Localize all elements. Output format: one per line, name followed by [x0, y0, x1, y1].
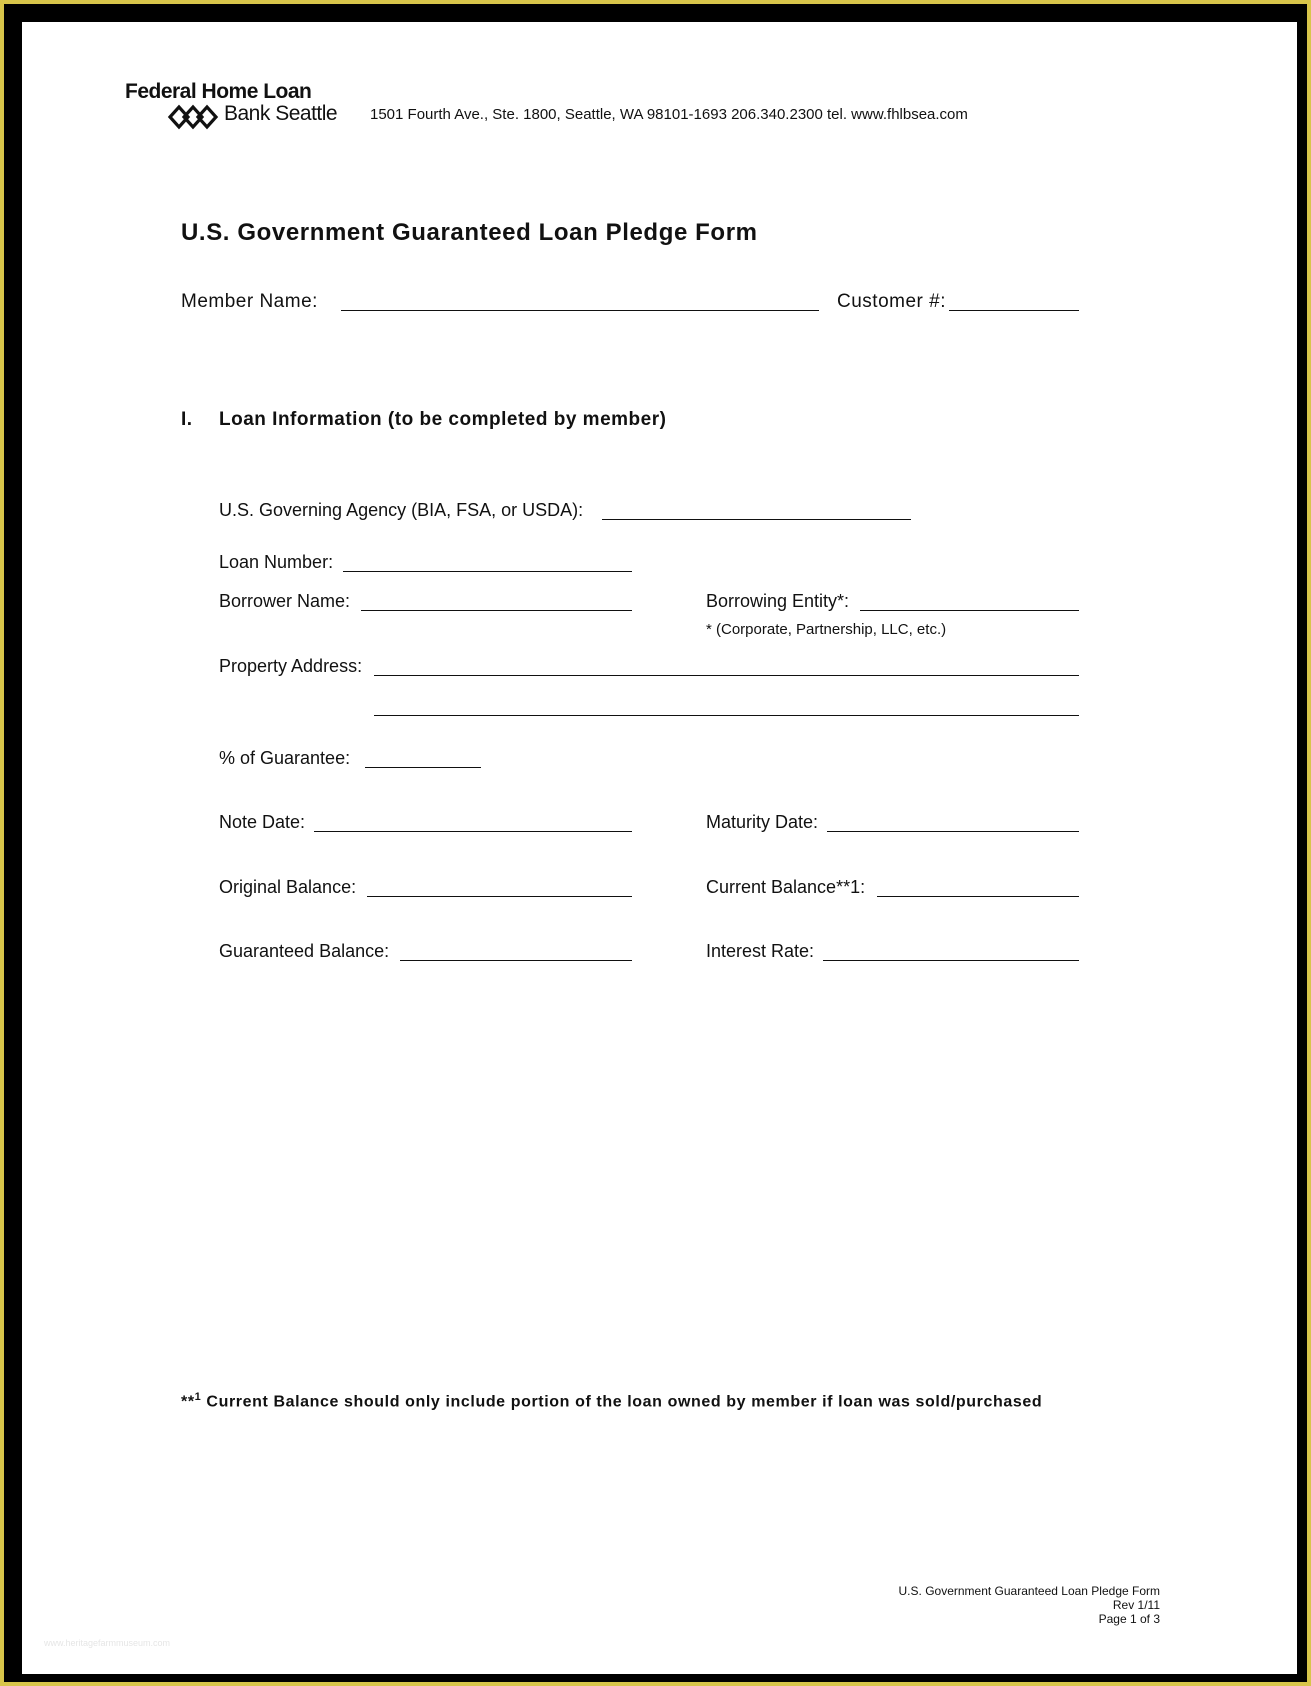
- borrower-name-field[interactable]: [361, 610, 632, 611]
- page-frame: [4, 4, 1307, 1682]
- original-balance-field[interactable]: [367, 896, 632, 897]
- form-title: U.S. Government Guaranteed Loan Pledge Form: [181, 219, 758, 246]
- footnote-text: Current Balance should only include portion of the loan owned by member if loan was sold/purchased: [201, 1393, 1043, 1411]
- property-address-field-line1[interactable]: [374, 675, 1079, 676]
- guarantee-label: % of Guarantee:: [219, 748, 351, 768]
- original-balance-label: Original Balance:: [219, 877, 357, 897]
- current-balance-field[interactable]: [877, 896, 1079, 897]
- footnote-marker: **: [181, 1393, 195, 1411]
- interest-rate-field[interactable]: [823, 960, 1079, 961]
- property-address-label: Property Address:: [219, 656, 363, 676]
- property-address-field-line2[interactable]: [374, 715, 1079, 716]
- current-balance-label: Current Balance**1:: [706, 877, 866, 897]
- loan-number-field[interactable]: [343, 571, 632, 572]
- header-address: 1501 Fourth Ave., Ste. 1800, Seattle, WA 98101-1693 206.340.2300 tel. www.fhlbsea.com: [370, 106, 968, 123]
- section-number: I.: [181, 409, 193, 430]
- member-name-field[interactable]: [341, 310, 819, 311]
- logo-emblem-icon: [167, 102, 219, 132]
- footnote-superscript: 1: [194, 1391, 202, 1403]
- logo-text-line2: Bank Seattle: [224, 102, 338, 125]
- customer-number-field[interactable]: [949, 310, 1079, 311]
- page-footer: [899, 1584, 1160, 1626]
- footer-form-name: U.S. Government Guaranteed Loan Pledge Form: [898, 1584, 1160, 1598]
- interest-rate-label: Interest Rate:: [706, 941, 815, 961]
- customer-number-label: Customer #:: [837, 291, 946, 312]
- guaranteed-balance-field[interactable]: [400, 960, 632, 961]
- entity-note: * (Corporate, Partnership, LLC, etc.): [706, 621, 947, 638]
- logo-text-line1: Federal Home Loan: [125, 80, 312, 103]
- watermark-text: www.heritagefarmmuseum.com: [44, 1638, 171, 1648]
- footer-revision: Rev 1/11: [1112, 1598, 1160, 1612]
- agency-field[interactable]: [602, 519, 911, 520]
- loan-number-label: Loan Number:: [219, 552, 334, 572]
- agency-label: U.S. Governing Agency (BIA, FSA, or USDA):: [219, 500, 584, 520]
- maturity-date-label: Maturity Date:: [706, 812, 819, 832]
- note-date-label: Note Date:: [219, 812, 306, 832]
- borrowing-entity-field[interactable]: [860, 610, 1079, 611]
- guarantee-field[interactable]: [365, 767, 481, 768]
- borrowing-entity-label: Borrowing Entity*:: [706, 591, 850, 611]
- footer-page-number: Page 1 of 3: [1098, 1612, 1160, 1626]
- member-name-label: Member Name:: [181, 291, 318, 312]
- current-balance-footnote: [181, 1391, 1042, 1411]
- section-title: Loan Information (to be completed by member): [219, 409, 667, 430]
- document-page: [22, 22, 1297, 1674]
- maturity-date-field[interactable]: [827, 831, 1079, 832]
- guaranteed-balance-label: Guaranteed Balance:: [219, 941, 390, 961]
- note-date-field[interactable]: [314, 831, 632, 832]
- borrower-name-label: Borrower Name:: [219, 591, 351, 611]
